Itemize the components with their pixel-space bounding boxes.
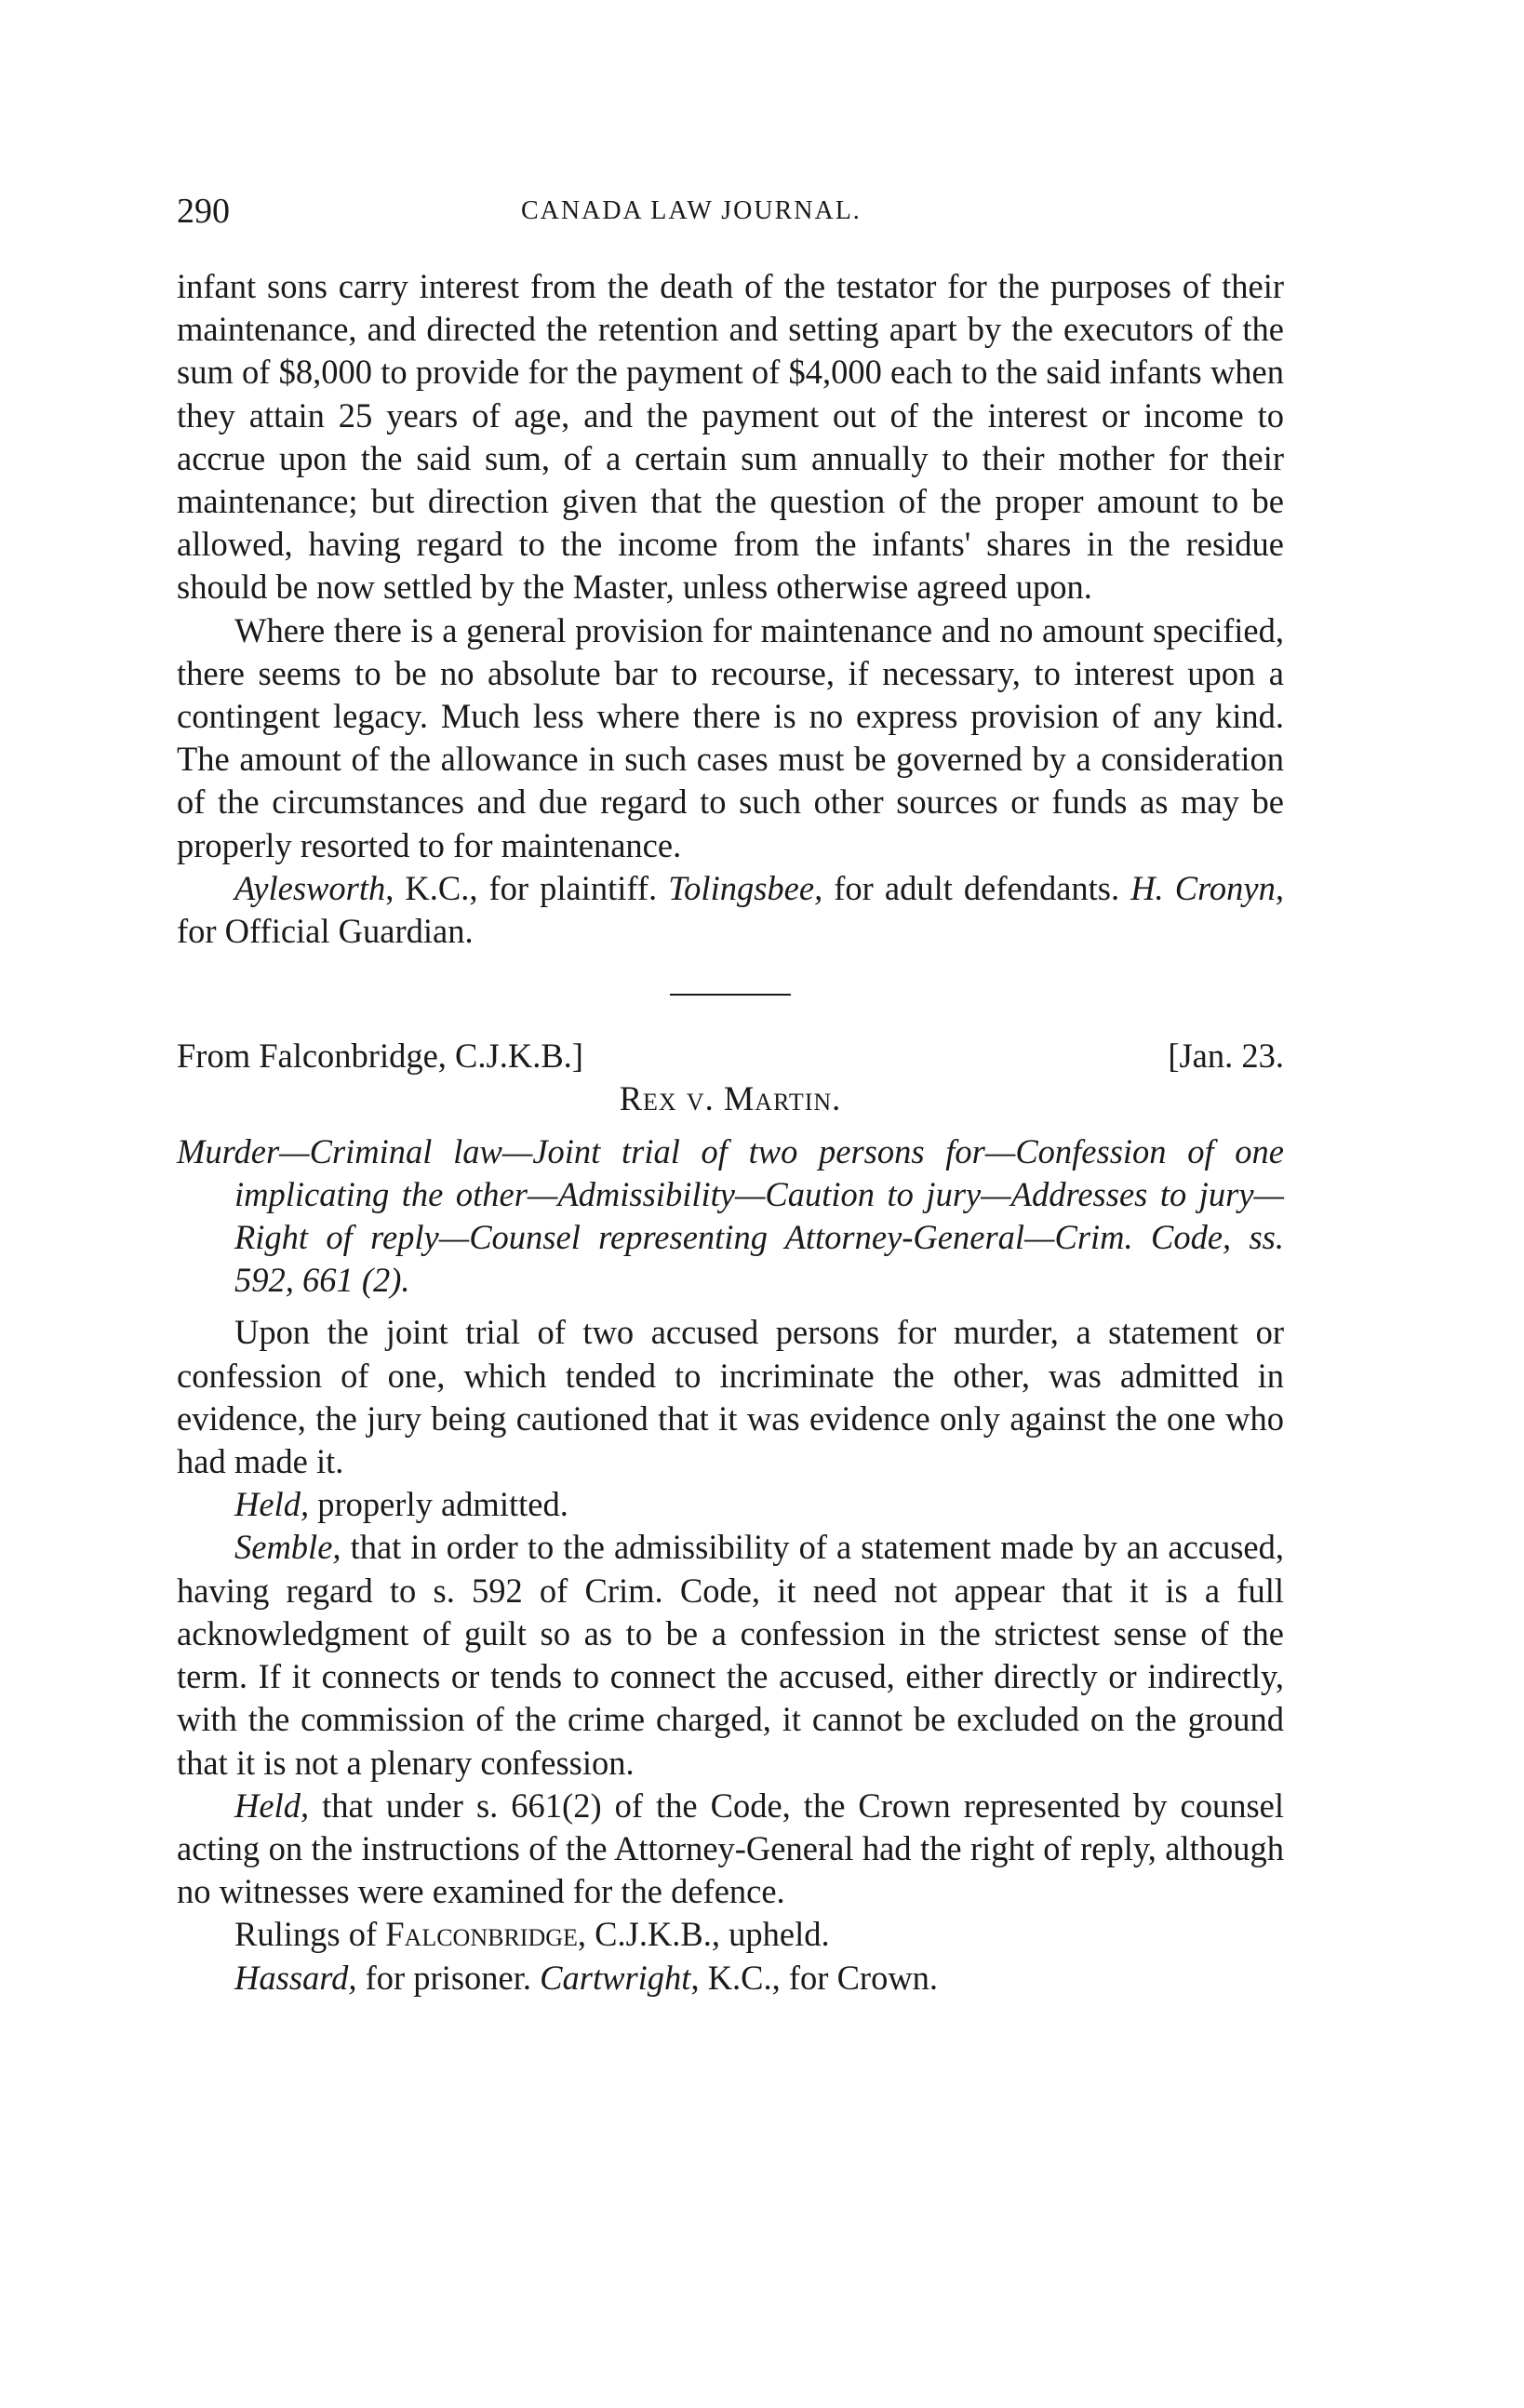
held-label: Held,: [234, 1485, 310, 1524]
first-case-counsel: Aylesworth, K.C., for plaintiff. Tolingsbee, for adult defendants. H. Cronyn, for Official Guardian.: [177, 868, 1284, 951]
court-line: [177, 1035, 1284, 1077]
section-divider: [670, 994, 791, 996]
second-case-paragraph-1: Upon the joint trial of two accused persons for murder, a statement or confession of one, which tended to incriminate the other, was admitted in evidence, the jury being cautioned that it was evidence only against the one who had made it.: [177, 1313, 1284, 1481]
judge-name: Falconbridge: [385, 1915, 578, 1954]
counsel-name: Cartwright: [540, 1958, 691, 1997]
page-number: 290: [177, 192, 230, 231]
running-head: CANADA LAW JOURNAL.: [521, 196, 862, 225]
case-title: Rex v. Martin.: [619, 1079, 842, 1118]
held-paragraph-2: Held, that under s. 661(2) of the Code, the Crown represented by counsel acting on the instructions of the Attorney-General had the right of reply, although no witnesses were examined for the defence.: [177, 1786, 1284, 1911]
court-name: From Falconbridge, C.J.K.B.]: [177, 1037, 583, 1076]
page-header: [177, 191, 1284, 247]
held-label: Held,: [234, 1786, 310, 1825]
counsel-name: Aylesworth: [234, 868, 386, 907]
first-case-paragraph-1: infant sons carry interest from the death of the testator for the purposes of their maintenance, and directed the retention and setting apart by the executors of the sum of $8,000 to provide for the payment of $4,000 each to the said infants when they attain 25 years of age, and the payment out of the interest or income to accrue upon the said sum, of a certain sum annually to their mother for their maintenance; but direction given that the question of the proper amount to be allowed, having regard to the income from the infants' shares in the residue should be now settled by the Master, unless otherwise agreed upon.: [177, 267, 1284, 607]
case-headnote: Murder—Criminal law—Joint trial of two persons for—Confession of one implicating the other—Admissibility—Caution to jury—Addresses to jury—Right of reply—Counsel representing Attorney-General—Crim. Code, ss. 592, 661 (2).: [177, 1131, 1284, 1300]
second-case-counsel: Hassard, for prisoner. Cartwright, K.C., for Crown.: [234, 1958, 939, 1997]
counsel-name: H. Cronyn,: [1130, 868, 1284, 907]
semble-label: Semble,: [234, 1528, 341, 1567]
case-date: [Jan. 23.: [1168, 1037, 1284, 1076]
counsel-name: Tolingsbee,: [668, 868, 823, 907]
held-paragraph-1: Held, properly admitted.: [234, 1485, 568, 1524]
first-case-paragraph-2: Where there is a general provision for maintenance and no amount specified, there seems to be no absolute bar to recourse, if necessary, to interest upon a contingent legacy. Much less where there is no express provision of any kind. The amount of the allowance in such cases must be governed by a consideration of the circumstances and due regard to such other sources or funds as may be properly resorted to for maintenance.: [177, 610, 1284, 864]
counsel-name: Hassard,: [234, 1958, 357, 1997]
page-body: [177, 265, 1284, 2000]
rulings-paragraph: Rulings of Falconbridge, C.J.K.B., upheld.: [234, 1915, 830, 1954]
semble-paragraph: Semble, that in order to the admissibility of a statement made by an accused, having regard to s. 592 of Crim. Code, it need not appear that it is a full acknowledgment of guilt so as to be a confession in the strictest sense of the term. If it connects or tends to connect the accused, either directly or indirectly, with the commission of the crime charged, it cannot be excluded on the ground that it is not a plenary confession.: [177, 1528, 1284, 1782]
